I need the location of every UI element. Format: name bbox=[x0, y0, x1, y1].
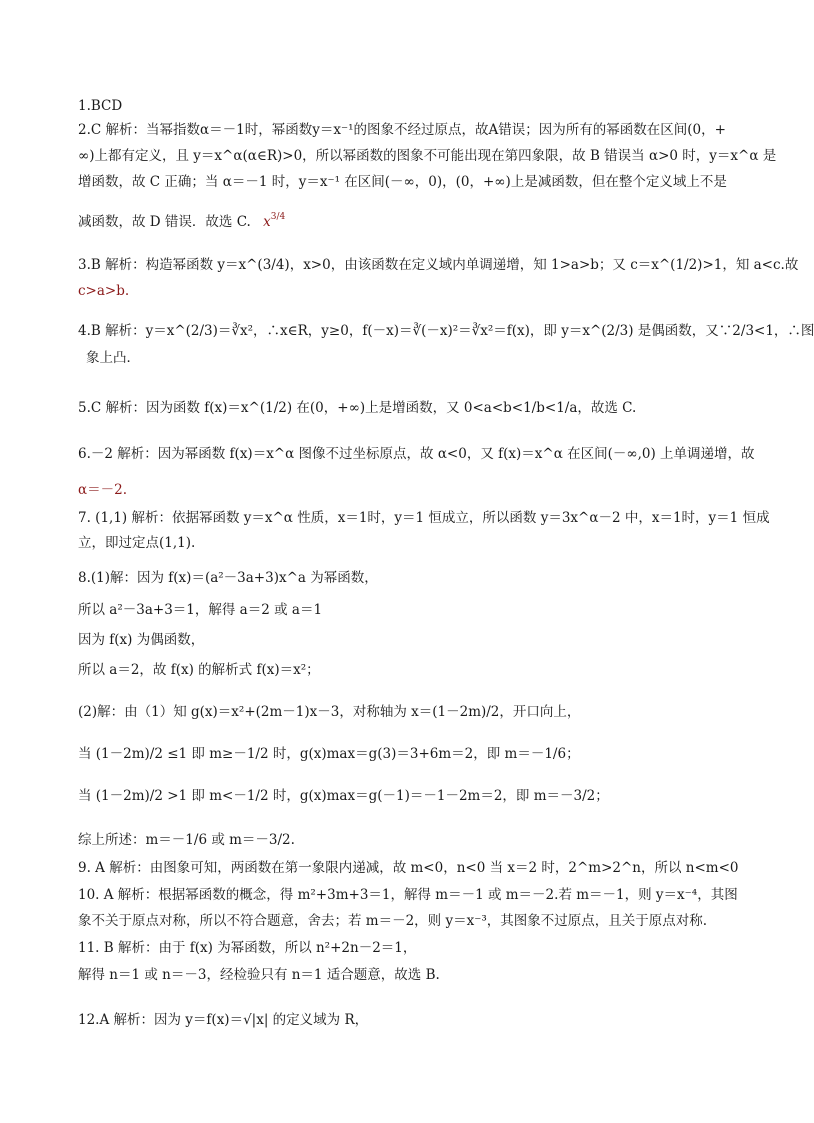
answer-8-part-2-line-3: 当 (1－2m)/2 >1 即 m<－1/2 时，g(x)max＝g(－1)＝－1－2m＝2，即 m＝－3/2； bbox=[78, 788, 609, 804]
answer-2-conclusion: 减函数，故 D 错误．故选 C. bbox=[78, 214, 251, 230]
answer-8-part-1-line-2: 所以 a²－3a+3＝1，解得 a＝2 或 a＝1 bbox=[78, 602, 323, 618]
answer-8-part-2-line-1: (2)解：由（1）知 g(x)＝x²+(2m－1)x－3，对称轴为 x＝(1－2m)/2，开口向上， bbox=[78, 704, 581, 720]
answer-5: 5.C 解析：因为函数 f(x)＝x^(1/2) 在(0，+∞)上是增函数，又 0<a<b<1/b<1/a，故选 C. bbox=[78, 400, 637, 416]
answer-2-line-3: 增函数，故 C 正确；当 α＝－1 时，y＝x⁻¹ 在区间(－∞，0)，(0，+∞)上是减函数，但在整个定义域上不是 bbox=[78, 174, 727, 190]
answer-2-stray-exponent: 3/4 bbox=[270, 212, 286, 222]
answer-7-line-1: 7. (1,1) 解析：依据幂函数 y＝x^α 性质，x＝1时，y＝1 恒成立，所以函数 y＝3x^α－2 中，x＝1时，y＝1 恒成 bbox=[78, 510, 770, 526]
answer-3-line-2: c>a>b. bbox=[78, 283, 130, 299]
answer-4-line-2: 象上凸． bbox=[86, 350, 140, 366]
answer-6-line-2: α＝－2. bbox=[78, 482, 127, 498]
answer-7-line-2: 立，即过定点(1,1). bbox=[78, 535, 196, 551]
answer-12: 12.A 解析：因为 y＝f(x)＝√|x| 的定义域为 R， bbox=[78, 1012, 369, 1028]
answer-10-line-2: 象不关于原点对称，所以不符合题意，舍去；若 m＝－2，则 y＝x⁻³，其图象不过原点，且关于原点对称. bbox=[78, 913, 708, 929]
answer-4-line-1: 4.B 解析：y＝x^(2/3)＝∛x²，∴x∈R，y≥0，f(－x)＝∛(－x)²＝∛x²＝f(x)，即 y＝x^(2/3) 是偶函数，又∵2/3<1，∴图 bbox=[78, 323, 814, 339]
answer-8-part-1-line-4: 所以 a＝2，故 f(x) 的解析式 f(x)＝x²； bbox=[78, 662, 320, 678]
answer-8-part-1-line-1: 8.(1)解：因为 f(x)＝(a²－3a+3)x^a 为幂函数， bbox=[78, 570, 378, 586]
answer-3-line-1: 3.B 解析：构造幂函数 y＝x^(3/4)，x>0，由该函数在定义域内单调递增，知 1>a>b；又 c＝x^(1/2)>1，知 a<c.故 bbox=[78, 257, 799, 273]
answer-2-line-2: ∞)上都有定义，且 y＝x^α(α∈R)>0，所以幂函数的图象不可能出现在第四象限，故 B 错误当 α>0 时，y＝x^α 是 bbox=[78, 148, 777, 164]
answer-8-part-2-summary: 综上所述：m＝－1/6 或 m＝－3/2. bbox=[78, 832, 295, 848]
answer-2-line-4 bbox=[78, 212, 285, 232]
answer-10-line-1: 10. A 解析：根据幂函数的概念，得 m²+3m+3＝1，解得 m＝－1 或 m＝－2.若 m＝－1，则 y＝x⁻⁴，其图 bbox=[78, 887, 738, 903]
answer-11-line-2: 解得 n＝1 或 n＝－3，经检验只有 n＝1 适合题意，故选 B. bbox=[78, 967, 440, 983]
answer-8-part-2-line-2: 当 (1－2m)/2 ≤1 即 m≥－1/2 时，g(x)max＝g(3)＝3+6m＝2，即 m＝－1/6； bbox=[78, 746, 580, 762]
answer-2-line-1: 2.C 解析：当幂指数α＝－1时，幂函数y＝x⁻¹的图象不经过原点，故A错误；因为所有的幂函数在区间(0，+ bbox=[78, 122, 726, 138]
answer-6-line-1: 6.－2 解析：因为幂函数 f(x)＝x^α 图像不过坐标原点，故 α<0，又 f(x)＝x^α 在区间(－∞,0) 上单调递增，故 bbox=[78, 446, 755, 462]
answer-8-part-1-line-3: 因为 f(x) 为偶函数， bbox=[78, 632, 205, 648]
answer-9: 9. A 解析：由图象可知，两函数在第一象限内递减，故 m<0，n<0 当 x＝2 时，2^m>2^n，所以 n<m<0 bbox=[78, 860, 739, 876]
answer-11-line-1: 11. B 解析：由于 f(x) 为幂函数，所以 n²+2n－2＝1， bbox=[78, 940, 417, 956]
answer-1: 1.BCD bbox=[78, 98, 123, 114]
answer-2-stray-expr: x bbox=[263, 214, 271, 230]
